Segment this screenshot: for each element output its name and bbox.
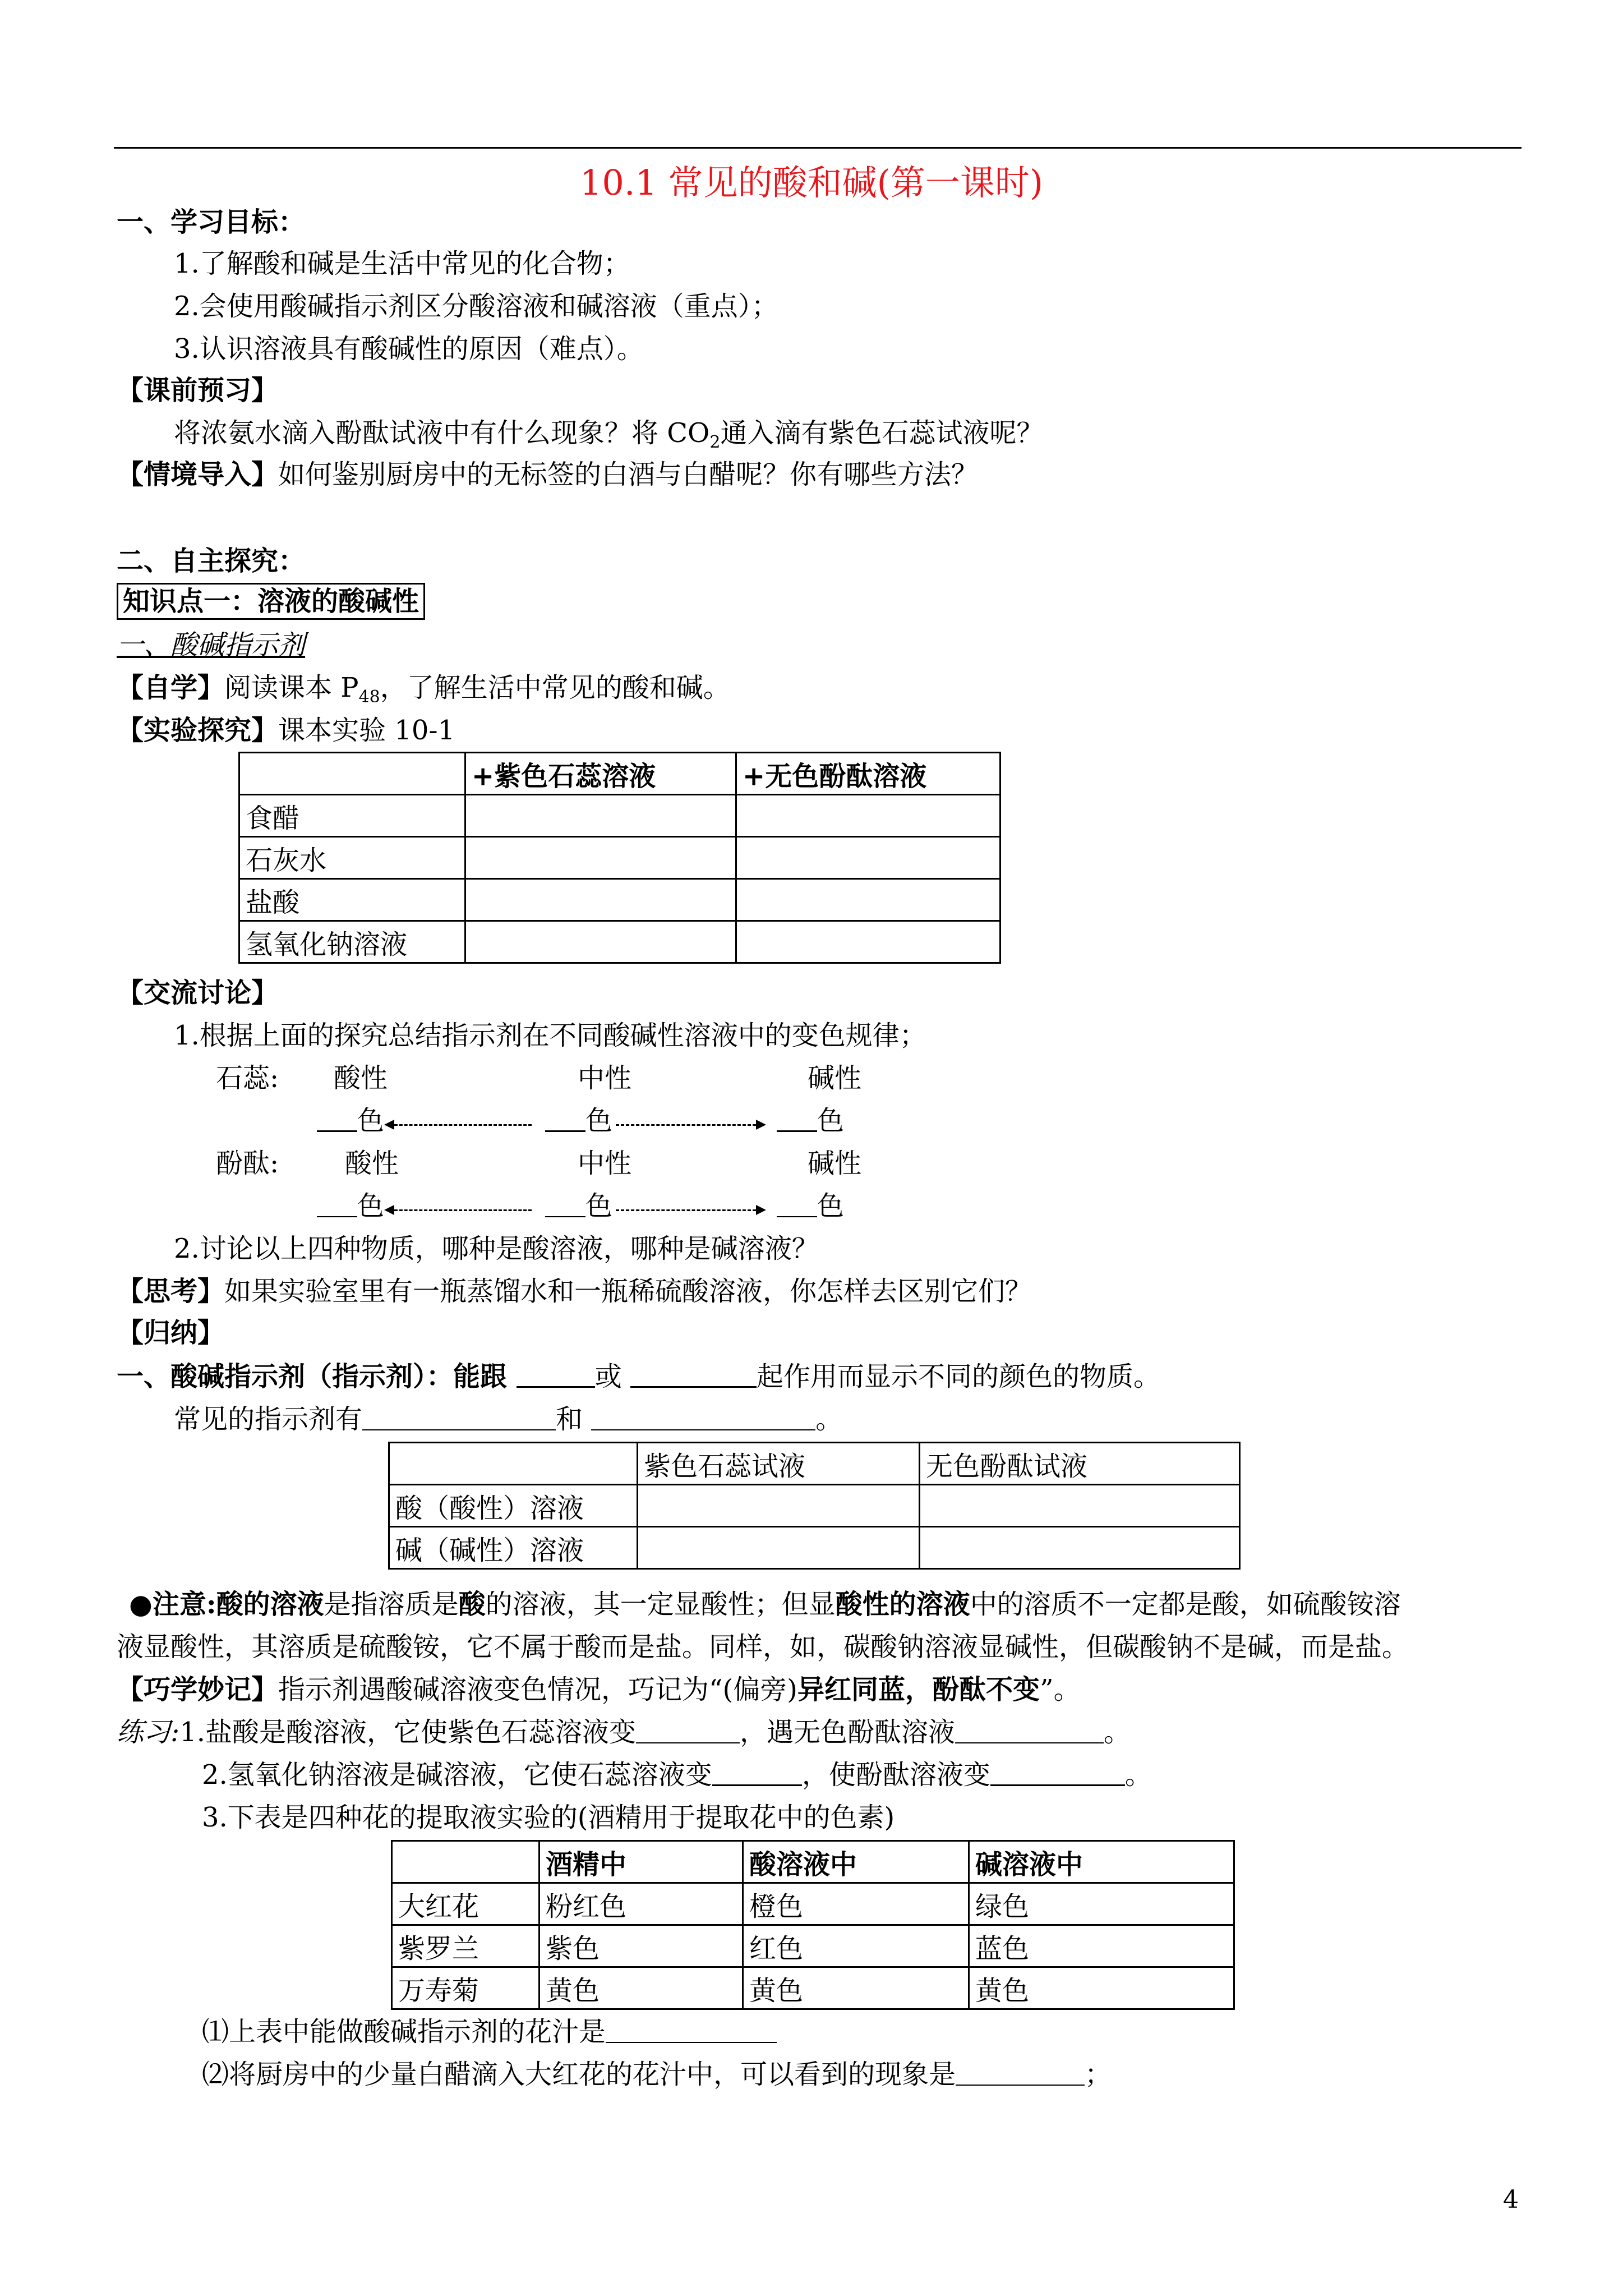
common-indicators: 常见的指示剂有 和 。	[174, 1404, 843, 1435]
table-row	[239, 879, 1000, 921]
table-cell: 粉红色	[540, 1883, 743, 1925]
row-label: 碱（碱性）溶液	[389, 1527, 638, 1569]
blank[interactable]	[317, 1194, 357, 1217]
table-header-cell: 酸溶液中	[743, 1841, 969, 1883]
blank[interactable]	[777, 1108, 817, 1132]
indicator-subheading: 一、酸碱指示剂	[117, 629, 306, 661]
arrow-right-icon	[756, 1205, 766, 1215]
blank-cell[interactable]	[465, 921, 736, 963]
phenol-base-color: 色	[777, 1191, 844, 1221]
blank[interactable]	[591, 1407, 815, 1430]
blank-cell[interactable]	[638, 1527, 920, 1569]
base-label: 碱性	[808, 1062, 862, 1094]
arrow-line	[394, 1124, 532, 1126]
table-cell: 黄色	[743, 1967, 969, 2009]
table-header-row	[239, 753, 1000, 795]
blank-cell[interactable]	[736, 795, 1000, 837]
page-number: 4	[1503, 2185, 1519, 2214]
blank-cell[interactable]	[638, 1485, 920, 1527]
blank-cell[interactable]	[736, 921, 1000, 963]
litmus-label: 石蕊:	[216, 1062, 279, 1094]
indicator-definition: 一、酸碱指示剂（指示剂）：能跟 或 起作用而显示不同的颜色的物质。	[117, 1361, 1160, 1392]
table-cell: 紫罗兰	[392, 1925, 540, 1967]
preview-text: 将浓氨水滴入酚酞试液中有什么现象？将 $CO_2$通入滴有紫色石蕊试液呢？	[174, 417, 1044, 452]
header-rule	[114, 147, 1521, 149]
litmus-base-color: 色	[777, 1106, 844, 1136]
table-cell: 红色	[743, 1925, 969, 1967]
blank[interactable]	[990, 1762, 1125, 1786]
arrow-left-icon	[384, 1120, 394, 1130]
preview-label: 【课前预习】	[117, 375, 279, 406]
summary-table	[388, 1442, 1241, 1570]
note-line-1: ●注意:酸的溶液是指溶质是酸的溶液，其一定显酸性；但显酸性的溶液中的溶质不一定都是酸，如硫酸铵溶	[129, 1589, 1401, 1620]
blank[interactable]	[636, 1720, 740, 1743]
goal-2: 2.会使用酸碱指示剂区分酸溶液和碱溶液（重点）；	[174, 291, 778, 322]
phenol-neutral-color: 色	[545, 1191, 612, 1221]
row-label: 食醋	[239, 795, 465, 837]
experiment-table	[238, 752, 1001, 964]
section2-heading: 二、自主探究：	[117, 545, 306, 577]
blank[interactable]	[712, 1762, 802, 1786]
table-header-cell: 碱溶液中	[969, 1841, 1234, 1883]
table-header-cell: 酒精中	[540, 1841, 743, 1883]
blank[interactable]	[955, 1720, 1104, 1743]
arrow-right-icon	[756, 1120, 766, 1130]
acid-label: 酸性	[345, 1148, 399, 1179]
base-label: 碱性	[808, 1148, 862, 1179]
blank-cell[interactable]	[736, 879, 1000, 921]
goal-3: 3.认识溶液具有酸碱性的原因（难点）。	[174, 333, 644, 365]
litmus-neutral-color: 色	[545, 1106, 612, 1136]
blank-cell[interactable]	[465, 837, 736, 879]
table-row	[392, 1967, 1234, 2009]
table-cell: 大红花	[392, 1883, 540, 1925]
blank-cell[interactable]	[920, 1485, 1240, 1527]
arrow-line	[616, 1209, 756, 1211]
arrow-line	[616, 1124, 756, 1126]
table-row	[392, 1883, 1234, 1925]
table-header-cell	[239, 753, 465, 795]
neutral-label: 中性	[578, 1062, 632, 1094]
think-line: 【思考】如果实验室里有一瓶蒸馏水和一瓶稀硫酸溶液，你怎样去区别它们？	[117, 1276, 1032, 1307]
practice-sub2: ⑵将厨房中的少量白醋滴入大红花的花汁中，可以看到的现象是 ；	[202, 2059, 1112, 2090]
row-label: 盐酸	[239, 879, 465, 921]
blank-cell[interactable]	[465, 795, 736, 837]
intro-line: 【情境导入】如何鉴别厨房中的无标签的白酒与白醋呢？你有哪些方法？	[117, 459, 979, 490]
blank[interactable]	[777, 1194, 817, 1217]
discussion-q2: 2.讨论以上四种物质，哪种是酸溶液，哪种是碱溶液？	[174, 1233, 819, 1264]
phenol-acid-color: 色	[317, 1191, 384, 1221]
table-row	[389, 1485, 1240, 1527]
practice-q3: 3.下表是四种花的提取液实验的(酒精用于提取花中的色素)	[202, 1802, 895, 1833]
blank[interactable]	[545, 1194, 585, 1217]
self-study-line: 【自学】阅读课本 $P_{48}$，了解生活中常见的酸和碱。	[117, 672, 730, 707]
neutral-label: 中性	[578, 1148, 632, 1179]
practice-q2: 2.氢氧化钠溶液是碱溶液，它使石蕊溶液变 ，使酚酞溶液变 。	[202, 1759, 1152, 1791]
blank[interactable]	[630, 1364, 757, 1388]
table-cell: 黄色	[969, 1967, 1234, 2009]
table-header-row	[392, 1841, 1234, 1883]
table-row	[239, 837, 1000, 879]
table-row	[389, 1527, 1240, 1569]
blank-cell[interactable]	[920, 1527, 1240, 1569]
table-header-row	[389, 1443, 1240, 1485]
flower-table	[391, 1840, 1235, 2010]
arrow-left-icon	[384, 1205, 394, 1215]
table-header-cell	[392, 1841, 540, 1883]
summary-label: 【归纳】	[117, 1317, 225, 1349]
table-row	[392, 1925, 1234, 1967]
knowledge-point: 知识点一：溶液的酸碱性	[117, 587, 425, 616]
note-line-2: 液显酸性，其溶质是硫酸铵，它不属于酸而是盐。同样，如，碳酸钠溶液显碱性，但碳酸钠不是碱，而是盐。	[117, 1631, 1409, 1663]
row-label: 石灰水	[239, 837, 465, 879]
blank[interactable]	[317, 1108, 357, 1132]
blank[interactable]	[606, 2019, 777, 2043]
table-cell: 万寿菊	[392, 1967, 540, 2009]
table-cell: 紫色	[540, 1925, 743, 1967]
table-row	[239, 795, 1000, 837]
table-header-cell	[389, 1443, 638, 1485]
blank[interactable]	[545, 1108, 585, 1132]
table-header-cell: +紫色石蕊溶液	[465, 753, 736, 795]
blank[interactable]	[362, 1407, 556, 1430]
phenol-label: 酚酞:	[216, 1148, 279, 1179]
discussion-q1: 1.根据上面的探究总结指示剂在不同酸碱性溶液中的变色规律；	[174, 1020, 926, 1051]
blank-cell[interactable]	[465, 879, 736, 921]
goal-1: 1.了解酸和碱是生活中常见的化合物；	[174, 248, 630, 279]
table-cell: 蓝色	[969, 1925, 1234, 1967]
practice-q1: 练习:1.盐酸是酸溶液，它使紫色石蕊溶液变 ，遇无色酚酞溶液 。	[117, 1717, 1131, 1748]
mnemonic-line: 【巧学妙记】指示剂遇酸碱溶液变色情况，巧记为“(偏旁)异红同蓝，酚酞不变”。	[117, 1674, 1081, 1705]
acid-label: 酸性	[334, 1062, 388, 1094]
table-cell: 黄色	[540, 1967, 743, 2009]
blank[interactable]	[956, 2062, 1085, 2086]
discussion-label: 【交流讨论】	[117, 977, 279, 1009]
table-header-cell: 紫色石蕊试液	[638, 1443, 920, 1485]
table-row	[239, 921, 1000, 963]
table-header-cell: 无色酚酞试液	[920, 1443, 1240, 1485]
row-label: 氢氧化钠溶液	[239, 921, 465, 963]
table-cell: 绿色	[969, 1883, 1234, 1925]
blank[interactable]	[517, 1364, 595, 1388]
blank-cell[interactable]	[736, 837, 1000, 879]
arrow-line	[394, 1209, 532, 1211]
row-label: 酸（酸性）溶液	[389, 1485, 638, 1527]
table-cell: 橙色	[743, 1883, 969, 1925]
practice-sub1: ⑴上表中能做酸碱指示剂的花汁是	[202, 2017, 777, 2047]
page-title: 10.1 常见的酸和碱(第一课时)	[579, 162, 1044, 203]
experiment-line: 【实验探究】课本实验 10-1	[117, 715, 455, 746]
section1-heading: 一、学习目标：	[117, 206, 306, 238]
litmus-acid-color: 色	[317, 1106, 384, 1136]
table-header-cell: +无色酚酞溶液	[736, 753, 1000, 795]
